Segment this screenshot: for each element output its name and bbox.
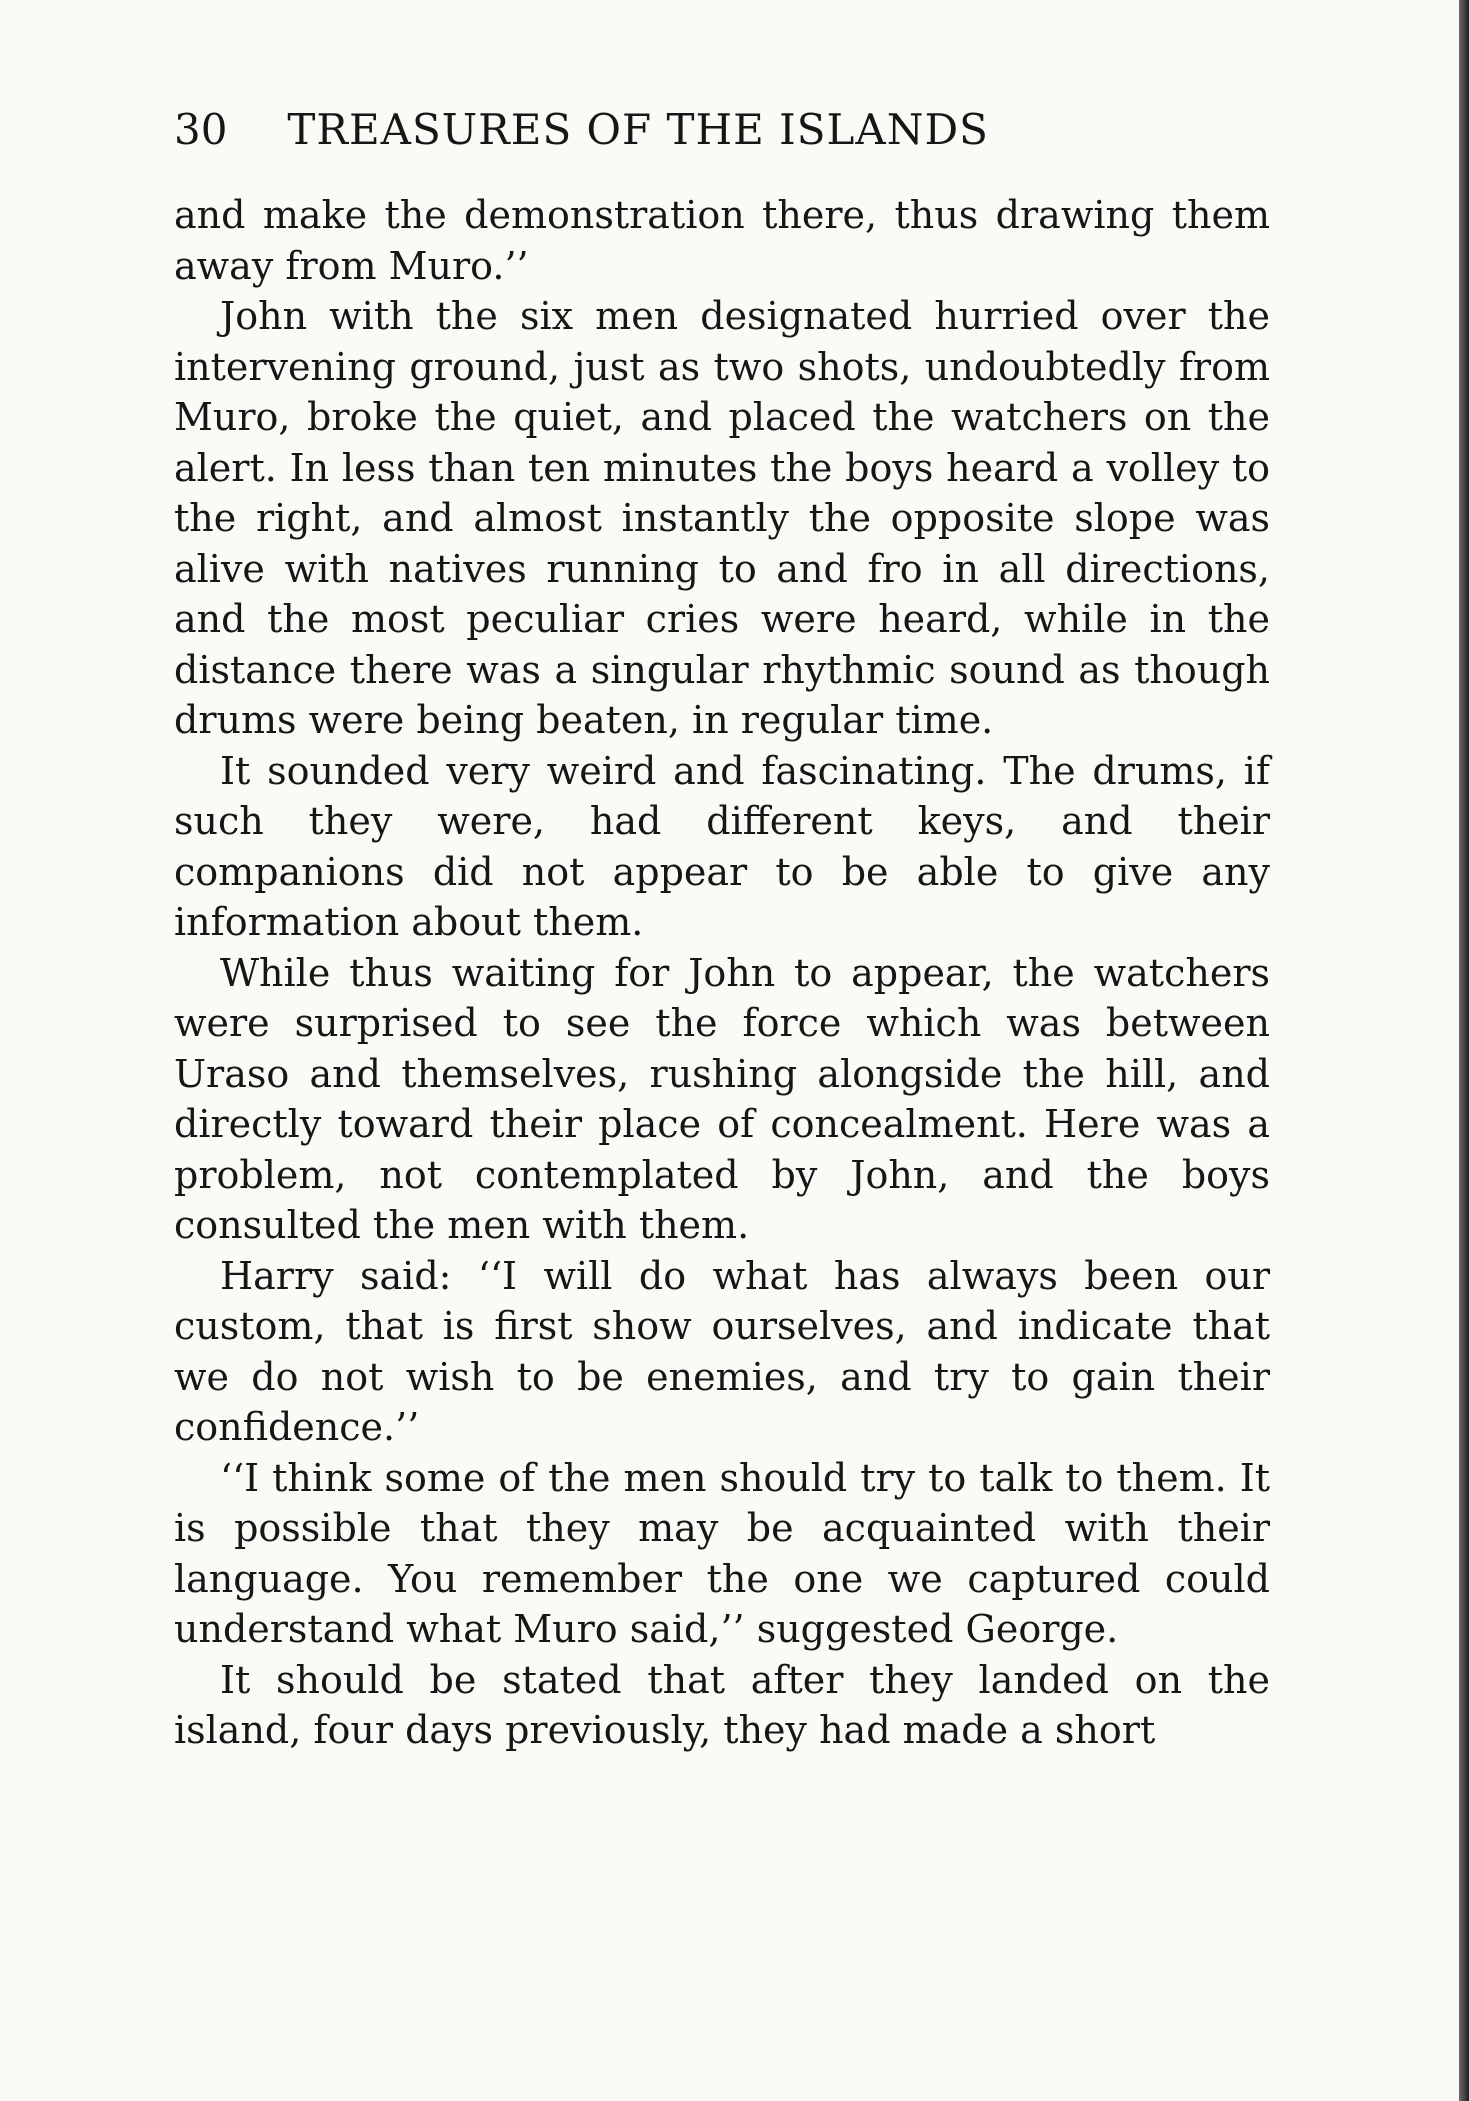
page-edge-shadow [1459, 0, 1469, 2101]
body-text [174, 190, 1270, 1756]
paragraph: It should be stated that after they landed on the island, four days previously, they had made a short [174, 1657, 1270, 1752]
paragraph: Harry said: ‘‘I will do what has always been our custom, that is first show ourselves, and indicate that we do not wish to be enemies, and try to gain their confidence.’’ [174, 1253, 1270, 1449]
paragraph: While thus waiting for John to appear, the watchers were surprised to see the force which was between Uraso and themselves, rushing alongside the hill, and directly toward their place of concealment. Here was a problem, not contemplated by John, and the boys consulted the men with them. [174, 950, 1270, 1247]
running-head: TREASURES OF THE ISLANDS [287, 105, 989, 154]
paragraph: It sounded very weird and fascinating. The drums, if such they were, had different keys, and their companions did not appear to be able to give any information about them. [174, 748, 1270, 944]
paragraph: and make the demonstration there, thus drawing them away from Muro.’’ [174, 193, 1270, 288]
page-header [174, 100, 1274, 160]
page-number: 30 [174, 105, 228, 154]
paragraph: John with the six men designated hurried over the intervening ground, just as two shots, undoubtedly from Muro, broke the quiet, and placed the watchers on the alert. In less than ten minutes the boys heard a volley to the right, and almost instantly the opposite slope was alive with natives running to and fro in all directions, and the most peculiar cries were heard, while in the distance there was a singular rhythmic sound as though drums were being beaten, in regular time. [174, 294, 1270, 742]
paragraph: ‘‘I think some of the men should try to talk to them. It is possible that they may be acquainted with their language. You remember the one we captured could understand what Muro said,’’ suggested George. [174, 1455, 1270, 1651]
